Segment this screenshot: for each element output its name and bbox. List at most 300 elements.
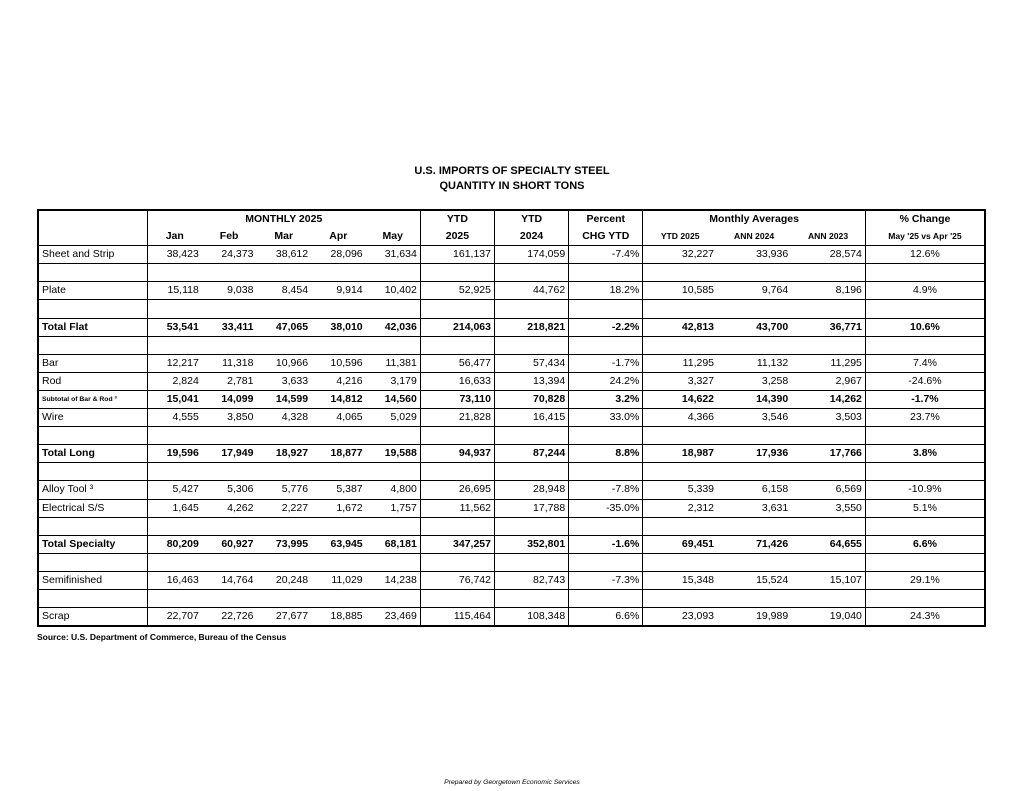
table-cell: 42,036 — [366, 318, 421, 336]
spacer-cell — [256, 589, 311, 607]
spacer-cell — [420, 427, 494, 445]
spacer-cell — [147, 264, 202, 282]
spacer-cell — [256, 427, 311, 445]
table-cell: 1,757 — [366, 499, 421, 517]
table-cell: 38,010 — [330, 320, 363, 333]
pct-change-header-top: % Change — [865, 210, 985, 228]
spacer-cell — [495, 427, 569, 445]
spacer-cell — [495, 463, 569, 481]
table-cell: 19,596 — [166, 447, 199, 460]
table-cell: 5.1% — [865, 499, 985, 517]
table-cell: 8,454 — [281, 284, 309, 297]
table-cell: 17,766 — [791, 445, 865, 463]
table-cell: 44,762 — [495, 282, 569, 300]
table-cell: 13,394 — [495, 372, 569, 390]
table-cell: 9,914 — [336, 284, 363, 297]
table-cell: 24.2% — [569, 372, 643, 390]
table-cell: 33.0% — [569, 409, 643, 427]
table-cell: 76,742 — [420, 571, 494, 589]
table-row — [38, 354, 985, 372]
header-row-bottom — [38, 228, 985, 246]
spacer-cell — [38, 589, 147, 607]
spacer-row — [38, 300, 985, 318]
spacer-cell — [256, 300, 311, 318]
spacer-cell — [420, 300, 494, 318]
table-cell: 11,295 — [682, 356, 715, 369]
source-note: Source: U.S. Department of Commerce, Bureau of the Census — [37, 632, 287, 642]
table-row — [38, 318, 985, 336]
spacer-cell — [311, 427, 366, 445]
spacer-cell — [643, 264, 717, 282]
row-label: Bar — [38, 354, 147, 372]
spacer-row — [38, 336, 985, 354]
spacer-cell — [865, 589, 985, 607]
spacer-cell — [202, 517, 257, 535]
spacer-cell — [256, 463, 311, 481]
table-cell: 3,546 — [761, 411, 789, 424]
table-cell: 5,427 — [172, 483, 199, 496]
spacer-cell — [865, 427, 985, 445]
table-cell: 3,179 — [366, 372, 421, 390]
spacer-cell — [791, 463, 865, 481]
spacer-cell — [643, 517, 717, 535]
spacer-row — [38, 427, 985, 445]
spacer-cell — [202, 264, 257, 282]
monthly-averages-header: Monthly Averages — [643, 210, 866, 228]
spacer-row — [38, 553, 985, 571]
table-cell: 73,995 — [275, 537, 309, 550]
table-row — [38, 445, 985, 463]
spacer-cell — [311, 517, 366, 535]
table-cell: 38,612 — [275, 248, 309, 261]
header-jan: Jan — [165, 230, 184, 243]
spacer-cell — [791, 264, 865, 282]
table-cell: 12,217 — [166, 356, 199, 369]
table-cell: 6.6% — [569, 608, 643, 627]
header-apr: Apr — [329, 230, 348, 243]
spacer-cell — [38, 336, 147, 354]
table-cell: 9,038 — [227, 284, 254, 297]
table-cell: 1,672 — [336, 501, 363, 514]
spacer-cell — [366, 517, 421, 535]
avg-ann-2024-header: ANN 2024 — [734, 231, 775, 242]
table-cell: 22,726 — [221, 610, 254, 623]
table-cell: 71,426 — [756, 537, 789, 550]
table-row — [38, 499, 985, 517]
table-row — [38, 409, 985, 427]
table-cell: 18,885 — [330, 610, 363, 623]
table-cell: 3,258 — [761, 374, 789, 387]
table-cell: 4,065 — [336, 411, 363, 424]
table-cell: -1.7% — [569, 354, 643, 372]
table-cell: 4,216 — [336, 374, 363, 387]
table-cell: 4,366 — [687, 411, 715, 424]
header-feb: Feb — [219, 230, 239, 243]
table-cell: 16,415 — [495, 409, 569, 427]
table-cell: 11,029 — [331, 573, 363, 586]
spacer-cell — [569, 517, 643, 535]
spacer-cell — [311, 553, 366, 571]
spacer-cell — [38, 264, 147, 282]
table-cell: 2,967 — [791, 372, 865, 390]
table-cell: 60,927 — [221, 537, 254, 550]
spacer-cell — [865, 300, 985, 318]
spacer-cell — [569, 300, 643, 318]
table-cell: 64,655 — [791, 535, 865, 553]
table-cell: 28,096 — [330, 248, 363, 261]
spacer-cell — [569, 589, 643, 607]
table-cell: 3,850 — [227, 411, 254, 424]
table-row — [38, 246, 985, 264]
avg-ytd-2025-header: YTD 2025 — [660, 231, 700, 242]
pct-change-sub-header: May '25 vs Apr '25 — [865, 228, 985, 246]
table-cell: 17,788 — [495, 499, 569, 517]
specialty-steel-table — [37, 209, 986, 627]
spacer-cell — [38, 463, 147, 481]
spacer-cell — [420, 463, 494, 481]
spacer-cell — [717, 300, 791, 318]
table-cell: 31,634 — [366, 246, 421, 264]
spacer-cell — [791, 427, 865, 445]
spacer-cell — [717, 517, 791, 535]
spacer-cell — [147, 517, 202, 535]
table-cell: 6.6% — [865, 535, 985, 553]
spacer-cell — [366, 553, 421, 571]
table-cell: 23,093 — [681, 610, 715, 623]
table-cell: 11,318 — [222, 356, 254, 369]
table-cell: 73,110 — [420, 390, 494, 408]
table-cell: 5,387 — [336, 483, 363, 496]
table-row — [38, 390, 985, 408]
table-cell: 18,927 — [275, 447, 309, 460]
table-cell: 4.9% — [865, 282, 985, 300]
spacer-cell — [643, 336, 717, 354]
spacer-cell — [366, 463, 421, 481]
table-cell: 115,464 — [420, 608, 494, 627]
table-cell: 18,877 — [330, 447, 363, 460]
percent-chg-ytd-header: CHG YTD — [569, 228, 643, 246]
header-may: May — [366, 228, 421, 246]
table-cell: 21,828 — [420, 409, 494, 427]
header-mar: Mar — [274, 230, 294, 243]
spacer-cell — [311, 589, 366, 607]
table-cell: -1.7% — [865, 390, 985, 408]
table-cell: 14,238 — [366, 571, 421, 589]
spacer-row — [38, 463, 985, 481]
table-cell: 15,107 — [791, 571, 865, 589]
table-cell: 23,469 — [366, 608, 421, 627]
table-cell: 9,764 — [761, 284, 789, 297]
spacer-cell — [865, 517, 985, 535]
ytd-2025-header: 2025 — [420, 228, 494, 246]
table-cell: -2.2% — [569, 318, 643, 336]
row-label: Total Long — [38, 445, 147, 463]
ytd-2025-header-top: YTD — [420, 210, 494, 228]
spacer-cell — [256, 553, 311, 571]
table-cell: 38,423 — [166, 248, 199, 261]
spacer-cell — [38, 427, 147, 445]
table-cell: 3,327 — [687, 374, 715, 387]
table-cell: 57,434 — [495, 354, 569, 372]
table-cell: 56,477 — [420, 354, 494, 372]
header-row-top — [38, 210, 985, 228]
table-cell: 214,063 — [420, 318, 494, 336]
row-label: Sheet and Strip — [38, 246, 147, 264]
table-row — [38, 372, 985, 390]
table-cell: 24,373 — [221, 248, 254, 261]
spacer-cell — [717, 553, 791, 571]
row-label: Total Flat — [38, 318, 147, 336]
spacer-cell — [495, 300, 569, 318]
spacer-cell — [38, 300, 147, 318]
table-cell: -24.6% — [865, 372, 985, 390]
table-cell: 87,244 — [495, 445, 569, 463]
table-cell: 3.2% — [569, 390, 643, 408]
spacer-cell — [569, 264, 643, 282]
table-cell: 22,707 — [166, 610, 199, 623]
spacer-cell — [643, 427, 717, 445]
table-cell: 3,550 — [791, 499, 865, 517]
row-label: Alloy Tool ³ — [38, 481, 147, 499]
table-cell: 19,588 — [366, 445, 421, 463]
spacer-cell — [256, 517, 311, 535]
table-cell: 10,585 — [681, 284, 715, 297]
spacer-cell — [366, 427, 421, 445]
row-label: Semifinished — [38, 571, 147, 589]
table-cell: 68,181 — [366, 535, 421, 553]
spacer-cell — [38, 553, 147, 571]
table-cell: 15,524 — [756, 573, 789, 586]
table-cell: 2,227 — [281, 501, 309, 514]
spacer-cell — [311, 264, 366, 282]
ytd-2024-header-top: YTD — [495, 210, 569, 228]
row-label: Scrap — [38, 608, 147, 627]
spacer-cell — [791, 300, 865, 318]
table-cell: 10,402 — [366, 282, 421, 300]
table-cell: 47,065 — [275, 320, 309, 333]
table-cell: -10.9% — [865, 481, 985, 499]
table-cell: 8,196 — [791, 282, 865, 300]
spacer-row — [38, 517, 985, 535]
spacer-cell — [202, 463, 257, 481]
ytd-2024-header: 2024 — [495, 228, 569, 246]
spacer-cell — [791, 517, 865, 535]
table-cell: 33,936 — [756, 248, 789, 261]
table-cell: 14,560 — [366, 390, 421, 408]
spacer-cell — [495, 264, 569, 282]
spacer-cell — [495, 589, 569, 607]
table-cell: 10.6% — [865, 318, 985, 336]
table-cell: 5,776 — [281, 483, 309, 496]
table-cell: 16,463 — [166, 573, 199, 586]
spacer-cell — [495, 553, 569, 571]
spacer-cell — [38, 517, 147, 535]
spacer-cell — [791, 553, 865, 571]
table-cell: 3,631 — [761, 501, 789, 514]
monthly-group-header: MONTHLY 2025 — [147, 210, 420, 228]
spacer-cell — [202, 427, 257, 445]
spacer-cell — [420, 336, 494, 354]
spacer-cell — [569, 553, 643, 571]
table-cell: 3,633 — [281, 374, 309, 387]
spacer-cell — [147, 300, 202, 318]
table-cell: 70,828 — [495, 390, 569, 408]
spacer-cell — [569, 463, 643, 481]
table-cell: 4,262 — [227, 501, 254, 514]
table-cell: -7.4% — [569, 246, 643, 264]
table-cell: 2,824 — [172, 374, 199, 387]
spacer-cell — [311, 463, 366, 481]
table-cell: 14,262 — [791, 390, 865, 408]
spacer-cell — [256, 336, 311, 354]
table-row — [38, 571, 985, 589]
spacer-cell — [495, 517, 569, 535]
spacer-cell — [420, 264, 494, 282]
spacer-cell — [643, 589, 717, 607]
table-cell: 14,812 — [330, 392, 363, 405]
spacer-cell — [311, 336, 366, 354]
table-cell: 10,596 — [330, 356, 363, 369]
table-cell: 26,695 — [420, 481, 494, 499]
spacer-cell — [495, 336, 569, 354]
spacer-cell — [791, 589, 865, 607]
table-cell: 5,029 — [366, 409, 421, 427]
table-cell: -7.8% — [569, 481, 643, 499]
table-cell: 33,411 — [221, 320, 254, 333]
spacer-cell — [717, 336, 791, 354]
row-label: Subtotal of Bar & Rod ³ — [38, 390, 147, 408]
row-label: Plate — [38, 282, 147, 300]
table-cell: 23.7% — [865, 409, 985, 427]
table-cell: 82,743 — [495, 571, 569, 589]
spacer-cell — [202, 336, 257, 354]
table-cell: 14,599 — [275, 392, 309, 405]
row-label: Rod — [38, 372, 147, 390]
report-title: U.S. IMPORTS OF SPECIALTY STEEL — [414, 165, 610, 177]
spacer-cell — [791, 336, 865, 354]
table-cell: 20,248 — [275, 573, 309, 586]
table-cell: 6,569 — [791, 481, 865, 499]
table-cell: -35.0% — [569, 499, 643, 517]
table-cell: 3.8% — [865, 445, 985, 463]
spacer-cell — [147, 463, 202, 481]
table-cell: 2,781 — [227, 374, 254, 387]
table-cell: 3,503 — [791, 409, 865, 427]
table-cell: 17,949 — [221, 447, 254, 460]
table-cell: 347,257 — [420, 535, 494, 553]
table-cell: 28,574 — [791, 246, 865, 264]
table-cell: 53,541 — [166, 320, 199, 333]
spacer-cell — [202, 300, 257, 318]
spacer-cell — [717, 427, 791, 445]
report-subtitle: QUANTITY IN SHORT TONS — [439, 180, 585, 192]
table-cell: 4,555 — [172, 411, 199, 424]
spacer-cell — [147, 336, 202, 354]
table-cell: 63,945 — [330, 537, 363, 550]
table-cell: 8.8% — [569, 445, 643, 463]
table-row — [38, 608, 985, 627]
table-cell: 18,987 — [681, 447, 715, 460]
spacer-cell — [717, 463, 791, 481]
table-cell: 11,562 — [420, 499, 494, 517]
spacer-cell — [643, 300, 717, 318]
table-cell: 218,821 — [495, 318, 569, 336]
table-cell: 94,937 — [420, 445, 494, 463]
spacer-cell — [643, 553, 717, 571]
spacer-cell — [569, 336, 643, 354]
table-cell: 32,227 — [681, 248, 715, 261]
table-cell: 14,764 — [221, 573, 254, 586]
spacer-cell — [256, 264, 311, 282]
table-cell: 19,989 — [756, 610, 789, 623]
table-cell: 36,771 — [791, 318, 865, 336]
spacer-row — [38, 589, 985, 607]
spacer-row — [38, 264, 985, 282]
table-cell: 1,645 — [172, 501, 199, 514]
spacer-cell — [366, 336, 421, 354]
spacer-cell — [311, 300, 366, 318]
table-cell: 4,800 — [366, 481, 421, 499]
table-cell: 24.3% — [865, 608, 985, 627]
spacer-cell — [420, 517, 494, 535]
spacer-cell — [366, 264, 421, 282]
table-cell: 14,099 — [221, 392, 254, 405]
table-cell: 15,348 — [681, 573, 715, 586]
spacer-cell — [643, 463, 717, 481]
table-cell: 29.1% — [865, 571, 985, 589]
table-cell: 17,936 — [756, 447, 789, 460]
table-cell: 108,348 — [495, 608, 569, 627]
table-row — [38, 535, 985, 553]
table-cell: 19,040 — [791, 608, 865, 627]
spacer-cell — [420, 553, 494, 571]
row-label: Wire — [38, 409, 147, 427]
table-cell: 14,390 — [756, 392, 789, 405]
spacer-cell — [366, 589, 421, 607]
table-cell: 42,813 — [681, 320, 715, 333]
spacer-cell — [147, 589, 202, 607]
spacer-cell — [569, 427, 643, 445]
row-label: Total Specialty — [38, 535, 147, 553]
table-cell: 352,801 — [495, 535, 569, 553]
table-cell: 43,700 — [756, 320, 789, 333]
table-cell: 80,209 — [166, 537, 199, 550]
footer-note: Prepared by Georgetown Economic Services — [444, 779, 580, 786]
spacer-cell — [865, 336, 985, 354]
table-cell: 161,137 — [420, 246, 494, 264]
table-row — [38, 282, 985, 300]
table-cell: -1.6% — [569, 535, 643, 553]
table-cell: 14,622 — [681, 392, 715, 405]
table-cell: 174,059 — [495, 246, 569, 264]
table-cell: 7.4% — [865, 354, 985, 372]
spacer-cell — [865, 553, 985, 571]
table-cell: 69,451 — [681, 537, 715, 550]
table-cell: 5,339 — [687, 483, 715, 496]
table-cell: 2,312 — [687, 501, 715, 514]
table-cell: 10,966 — [275, 356, 309, 369]
spacer-cell — [147, 553, 202, 571]
spacer-cell — [717, 264, 791, 282]
table-cell: 18.2% — [569, 282, 643, 300]
spacer-cell — [202, 553, 257, 571]
table-cell: 15,118 — [167, 284, 199, 297]
spacer-cell — [366, 300, 421, 318]
spacer-cell — [865, 264, 985, 282]
spacer-cell — [865, 463, 985, 481]
spacer-cell — [202, 589, 257, 607]
table-cell: -7.3% — [569, 571, 643, 589]
